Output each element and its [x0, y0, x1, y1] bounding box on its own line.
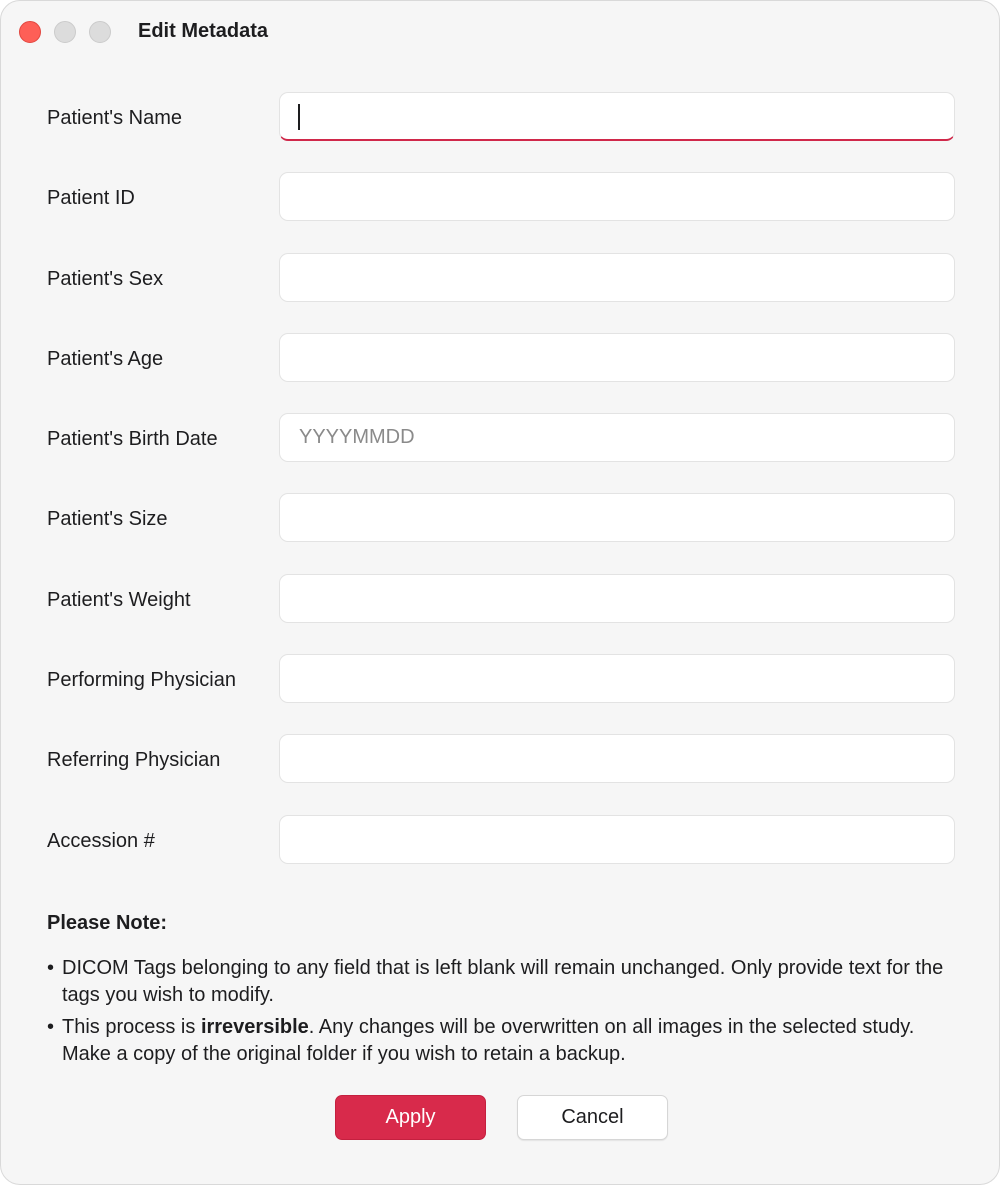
bullet-icon: • [47, 957, 55, 979]
form-row-patient-age [1, 333, 999, 413]
form-row-referring-physician [1, 734, 999, 814]
patient-sex-input[interactable] [279, 253, 955, 302]
referring-physician-input[interactable] [279, 734, 955, 783]
minimize-window-button[interactable] [54, 21, 76, 43]
note-title: Please Note: [47, 912, 168, 934]
performing-physician-input[interactable] [279, 654, 955, 703]
accession-number-label: Accession # [47, 829, 155, 852]
form-row-patient-size [1, 493, 999, 573]
window-title: Edit Metadata [138, 20, 269, 42]
title-bar [1, 1, 999, 63]
patient-birth-date-input[interactable] [279, 413, 955, 462]
note-bullet-blank-fields [47, 955, 947, 1009]
patient-name-label: Patient's Name [47, 107, 182, 129]
performing-physician-label: Performing Physician [47, 669, 236, 692]
patient-age-label: Patient's Age [47, 347, 164, 370]
form-row-patient-sex [1, 253, 999, 333]
patient-size-label: Patient's Size [47, 508, 168, 531]
patient-size-input[interactable] [279, 493, 955, 542]
form-row-patient-id [1, 172, 999, 252]
note-bullet-text: DICOM Tags belonging to any field that is left blank will remain unchanged. Only provide text for the tags you wish to modify. [62, 957, 944, 1006]
bullet-icon: • [47, 1016, 55, 1038]
apply-button[interactable]: Apply [335, 1095, 486, 1140]
note-bullet-text-pre: This process is [62, 1016, 201, 1038]
form-row-performing-physician [1, 654, 999, 734]
form-row-patient-birth-date [1, 413, 999, 493]
note-bullet-text-post: . Any changes will be overwritten on all images in the selected study. Make a copy of the original folder if you wish to retain a backup. [62, 1016, 915, 1065]
patient-birth-date-label: Patient's Birth Date [47, 428, 218, 451]
form-row-accession-number [1, 815, 999, 895]
patient-sex-label: Patient's Sex [47, 267, 164, 290]
patient-weight-input[interactable] [279, 574, 955, 623]
note-bullet-irreversible [47, 1014, 947, 1068]
zoom-window-button[interactable] [89, 21, 111, 43]
cancel-button[interactable]: Cancel [517, 1095, 668, 1140]
form-row-patient-weight [1, 574, 999, 654]
note-bullet-text-emphasis: irreversible [200, 1016, 309, 1038]
patient-name-input[interactable] [279, 92, 955, 141]
text-caret [298, 104, 300, 130]
referring-physician-label: Referring Physician [47, 749, 221, 772]
patient-weight-label: Patient's Weight [47, 588, 191, 611]
close-window-button[interactable] [19, 21, 41, 43]
patient-id-label: Patient ID [47, 187, 135, 210]
accession-number-input[interactable] [279, 815, 955, 864]
patient-id-input[interactable] [279, 172, 955, 221]
note-section [47, 910, 947, 1073]
form-row-patient-name [1, 92, 999, 172]
patient-age-input[interactable] [279, 333, 955, 382]
metadata-form [1, 92, 999, 895]
